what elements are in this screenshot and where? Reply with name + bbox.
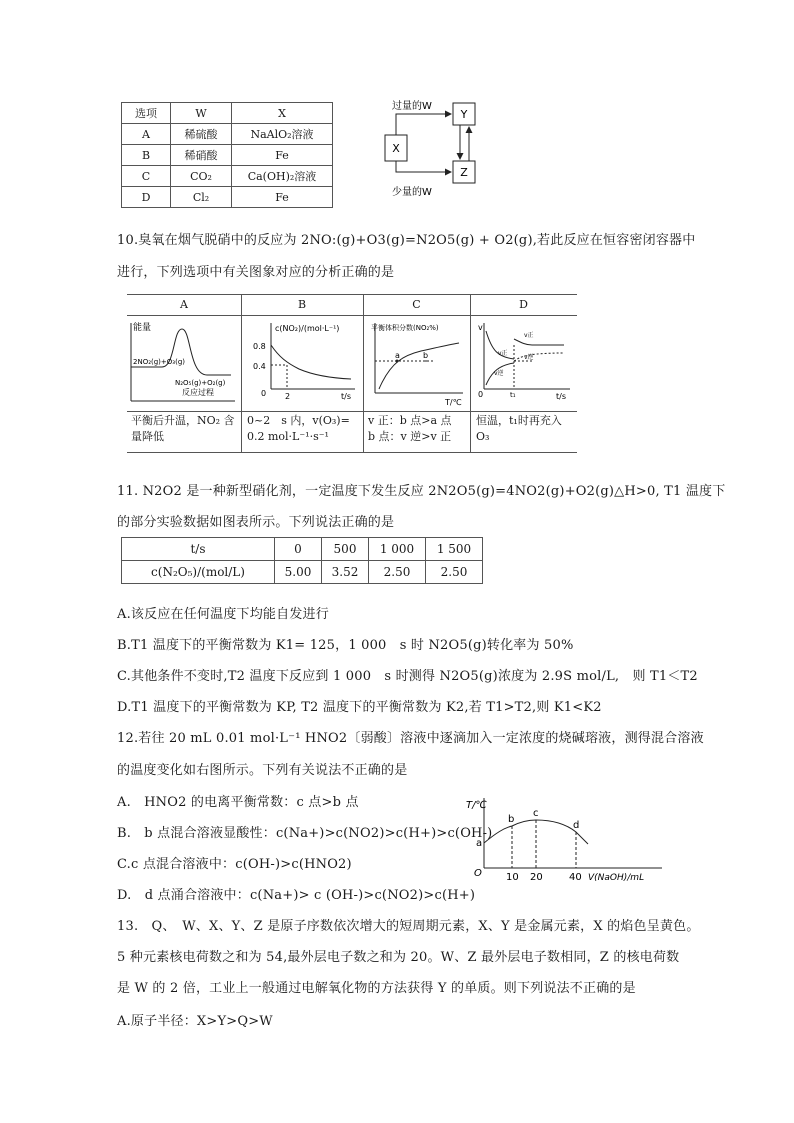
q11-data-table xyxy=(121,537,483,584)
concentration-graph xyxy=(243,317,361,411)
q12-stem-line1: 12.若往 20 mL 0.01 mol·L⁻¹ HNO2〔弱酸〕溶液中逐滴加入一定浓度的烧碱瑢液，测得混合溶液 xyxy=(117,731,704,746)
table-cell: Ca(OH)₂溶液 xyxy=(232,166,333,187)
graph-origin: O xyxy=(474,868,482,879)
q10-stem-line2: 进行，下列选项中有关图象对应的分析正确的是 xyxy=(117,265,395,280)
q12-option-b: B. b 点混合溶液显酸性：c(Na+)>c(NO2)>c(H+)>c(OH-) xyxy=(117,826,493,841)
caption-c: v 正：b 点>a 点 b 点：v 逆>v 正 xyxy=(368,414,452,443)
q12-stem-line2: 的温度变化如右图所示。下列有关说法不正确的是 xyxy=(117,763,408,778)
col-header-d: D xyxy=(519,298,528,311)
q10-graph-figure xyxy=(127,294,577,453)
q13-stem-line1: 13. Q、 W、X、Y、Z 是原子序数依次增大的短周期元素，X、Y 是金属元素，X 的焰色呈黄色。 xyxy=(117,919,700,934)
caption-d: 恒温，t₁时再充入 O₃ xyxy=(476,414,562,443)
temperature-volume-graph xyxy=(462,790,682,890)
tick-40: 40 xyxy=(569,872,582,883)
small-w-label: 少量的W xyxy=(392,187,432,198)
graph-c-ylabel: 平衡体积分数(NO₂%) xyxy=(371,324,439,332)
q11-option-d: D.T1 温度下的平衡常数为 KP, T2 温度下的平衡常数为 K2,若 T1>T2,则 K1<K2 xyxy=(117,700,602,715)
table-cell: 1 500 xyxy=(426,538,483,561)
table-cell: 稀硫酸 xyxy=(171,124,232,145)
col-header-c: C xyxy=(412,298,421,311)
table-cell: 0 xyxy=(275,538,322,561)
graph-b-ylabel: c(NO₂)/(mol·L⁻¹) xyxy=(275,324,340,333)
options-table xyxy=(121,102,333,208)
q11-option-b: B.T1 温度下的平衡常数为 K1= 125，1 000 s 时 N2O5(g)转化率为 50% xyxy=(117,638,574,653)
point-a-label: a xyxy=(476,838,483,849)
q10-stem-line1: 10.臭氧在烟气脱硝中的反应为 2NO:(g)+O3(g)=N2O5(g) + O2(g),若此反应在恒容密闭容器中 xyxy=(117,233,696,248)
graph-d-origin: 0 xyxy=(478,390,484,399)
table-cell: c(N₂O₅)/(mol/L) xyxy=(122,561,275,584)
conversion-diagram xyxy=(380,95,500,200)
tick-2: 2 xyxy=(285,392,291,401)
table-header: 选项 xyxy=(122,103,171,124)
graph-c-xlabel: T/℃ xyxy=(445,398,462,407)
table-cell: CO₂ xyxy=(171,166,232,187)
energy-profile-graph xyxy=(127,317,241,411)
t1-label: t₁ xyxy=(510,391,516,399)
caption-a: 平衡后升温，NO₂ 含 量降低 xyxy=(131,414,235,443)
table-header-row xyxy=(122,103,333,124)
table-row xyxy=(122,538,483,561)
table-cell: Fe xyxy=(232,145,333,166)
tick-10: 10 xyxy=(506,872,519,883)
table-row xyxy=(122,561,483,584)
table-cell: B xyxy=(122,145,171,166)
q12-option-c: C.c 点混合溶液中：c(OH-)>c(HNO2) xyxy=(117,857,352,872)
table-row xyxy=(122,145,333,166)
table-row xyxy=(122,187,333,208)
v-forward-label: v正 xyxy=(524,332,534,339)
energy-curve xyxy=(131,329,231,375)
table-cell: 500 xyxy=(322,538,369,561)
table-cell: Cl₂ xyxy=(171,187,232,208)
tick-0-4: 0.4 xyxy=(253,362,266,371)
rate-time-graph xyxy=(472,317,576,411)
table-cell: 1 000 xyxy=(369,538,426,561)
table-cell: 2.50 xyxy=(369,561,426,584)
arrow-x-to-y xyxy=(396,114,451,135)
graph-d-ylabel: v xyxy=(478,323,483,332)
products-label: N₂O₅(g)+O₂(g) xyxy=(175,379,226,387)
tick-20: 20 xyxy=(530,872,543,883)
tick-0-8: 0.8 xyxy=(253,342,266,351)
graph-a-ylabel: 能量 xyxy=(133,323,152,333)
node-y-label: Y xyxy=(460,108,468,121)
table-cell: 5.00 xyxy=(275,561,322,584)
table-row xyxy=(122,124,333,145)
table-cell: NaAlO₂溶液 xyxy=(232,124,333,145)
graph-b-xlabel: t/s xyxy=(341,392,351,401)
table-cell: 稀硝酸 xyxy=(171,145,232,166)
arrow-x-to-z xyxy=(396,161,451,172)
point-a-label: a xyxy=(395,351,400,360)
q11-option-c: C.其他条件不变时,T2 温度下反应到 1 000 s 时测得 N2O5(g)浓度为 2.9S mol/L, 则 T1＜T2 xyxy=(117,669,698,684)
node-x-label: X xyxy=(392,142,400,155)
point-b-label: b xyxy=(508,814,515,825)
table-header: W xyxy=(171,103,232,124)
q12-option-d: D. d 点涌合溶液中：c(Na+)> c (OH-)>c(NO2)>c(H+) xyxy=(117,888,476,903)
q12-option-a: A. HNO2 的电离平衡常数：c 点>b 点 xyxy=(117,795,359,810)
table-cell: t/s xyxy=(122,538,275,561)
col-header-b: B xyxy=(297,298,307,311)
table-cell: C xyxy=(122,166,171,187)
table-cell: D xyxy=(122,187,171,208)
table-cell: Fe xyxy=(232,187,333,208)
graph-ylabel: T/℃ xyxy=(466,800,487,811)
table-cell: 3.52 xyxy=(322,561,369,584)
graph-xlabel: V(NaOH)/mL xyxy=(588,873,645,883)
equilibrium-fraction-graph xyxy=(365,317,469,411)
table-row xyxy=(122,166,333,187)
table-cell: 2.50 xyxy=(426,561,483,584)
graph-d-xlabel: t/s xyxy=(556,392,566,401)
v-reverse-label-2: v逆 xyxy=(494,370,504,377)
point-d-label: d xyxy=(573,820,580,831)
decay-curve xyxy=(271,345,351,379)
reactants-label: 2NO₂(g)+O₃(g) xyxy=(133,358,185,366)
point-b-label: b xyxy=(423,351,429,360)
q13-stem-line2: 5 种元素核电荷数之和为 54,最外层电子数之和为 20。W、Z 最外层电子数相同，Z 的核电荷数 xyxy=(117,950,680,965)
fraction-curve xyxy=(379,343,459,389)
table-cell: A xyxy=(122,124,171,145)
graph-a-xlabel: 反应过程 xyxy=(182,388,214,397)
table-header: X xyxy=(232,103,333,124)
caption-b: 0~2 s 内，v(O₃)= 0.2 mol·L⁻¹·s⁻¹ xyxy=(247,414,350,443)
origin-label: 0 xyxy=(261,389,267,398)
v-reverse-label: v逆 xyxy=(524,354,534,361)
q11-option-a: A.该反应在任何温度下均能自发进行 xyxy=(117,607,329,622)
col-header-a: A xyxy=(180,298,188,311)
node-z-label: Z xyxy=(460,166,468,179)
q13-option-a: A.原子半径：X>Y>Q>W xyxy=(117,1014,273,1029)
q11-stem-line2: 的部分实验数据如图表所示。下列说法正确的是 xyxy=(117,515,395,530)
q11-stem-line1: 11. N2O2 是一种新型硝化剂，一定温度下发生反应 2N2O5(g)=4NO2(g)+O2(g)△H>0, T1 温度下 xyxy=(117,484,726,499)
q13-stem-line3: 是 W 的 2 倍，工业上一般通过电解氧化物的方法获得 Y 的单质。则下列说法不正确的是 xyxy=(117,981,636,996)
v-forward-label-2: v正 xyxy=(498,350,508,357)
point-c-label: c xyxy=(533,808,539,819)
excess-w-label: 过量的W xyxy=(392,101,432,112)
